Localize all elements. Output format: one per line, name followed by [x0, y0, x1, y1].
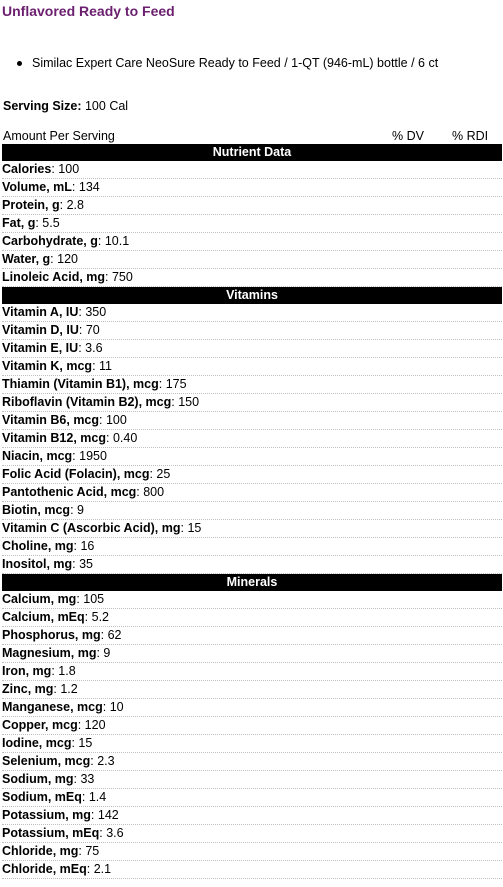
serving-size-value: 100 Cal — [84, 99, 129, 113]
nutrient-value: 120 — [84, 718, 106, 732]
nutrient-separator: : — [50, 252, 58, 266]
nutrient-name: Manganese, mcg — [2, 700, 103, 714]
nutrient-separator: : — [59, 198, 67, 212]
nutrient-value: 25 — [156, 467, 171, 481]
nutrient-value: 62 — [107, 628, 122, 642]
nutrient-separator: : — [51, 664, 59, 678]
nutrient-value: 35 — [79, 557, 93, 571]
nutrient-separator: : — [73, 539, 81, 553]
dv-column-header: % DV — [392, 129, 424, 143]
nutrient-row — [2, 609, 502, 627]
nutrient-row — [2, 448, 502, 466]
nutrient-separator: : — [90, 808, 98, 822]
nutrient-separator: : — [92, 359, 100, 373]
nutrient-separator: : — [90, 754, 98, 768]
nutrient-separator: : — [96, 646, 104, 660]
section-header: Minerals — [2, 574, 502, 591]
nutrient-value: 15 — [187, 521, 202, 535]
nutrient-row — [2, 179, 502, 197]
nutrient-name: Folic Acid (Folacin), mcg — [2, 467, 150, 481]
nutrient-name: Vitamin C (Ascorbic Acid), mg — [2, 521, 181, 535]
nutrient-name: Magnesium, mg — [2, 646, 97, 660]
product-list-item — [0, 55, 503, 75]
nutrient-name: Calcium, mEq — [2, 610, 85, 624]
nutrient-row — [2, 358, 502, 376]
nutrient-value: 2.8 — [66, 198, 84, 212]
nutrient-row — [2, 233, 502, 251]
nutrient-row — [2, 681, 502, 699]
nutrient-row — [2, 663, 502, 681]
nutrient-name: Volume, mL — [2, 180, 72, 194]
nutrient-row — [2, 430, 502, 448]
nutrient-separator: : — [136, 485, 144, 499]
nutrient-row — [2, 215, 502, 233]
nutrient-row — [2, 538, 502, 556]
nutrient-name: Vitamin B6, mcg — [2, 413, 100, 427]
nutrient-separator: : — [78, 323, 86, 337]
nutrient-value: 15 — [78, 736, 93, 750]
nutrient-name: Biotin, mcg — [2, 503, 71, 517]
nutrient-row — [2, 825, 502, 843]
nutrient-row — [2, 789, 502, 807]
nutrient-value: 10 — [109, 700, 124, 714]
nutrient-row — [2, 412, 502, 430]
nutrient-value: 2.1 — [93, 862, 112, 876]
nutrient-name: Calcium, mg — [2, 592, 77, 606]
nutrition-table — [0, 144, 503, 879]
product-description: Similac Expert Care NeoSure Ready to Feed / 1-QT (946-mL) bottle / 6 ct — [32, 56, 439, 70]
nutrient-row — [2, 394, 502, 412]
nutrient-separator: : — [70, 503, 78, 517]
nutrient-row — [2, 502, 502, 520]
nutrient-value: 0.40 — [112, 431, 138, 445]
nutrient-separator: : — [72, 449, 80, 463]
nutrient-row — [2, 161, 502, 179]
nutrient-separator: : — [71, 180, 79, 194]
nutrient-value: 120 — [57, 252, 78, 266]
serving-size — [0, 98, 503, 118]
nutrient-row — [2, 843, 502, 861]
serving-size-label: Serving Size: — [3, 99, 82, 113]
nutrient-name: Niacin, mcg — [2, 449, 73, 463]
nutrient-name: Phosphorus, mg — [2, 628, 101, 642]
nutrient-row — [2, 322, 502, 340]
nutrient-row — [2, 645, 502, 663]
nutrient-separator: : — [53, 682, 61, 696]
nutrient-name: Carbohydrate, g — [2, 234, 98, 248]
nutrient-row — [2, 861, 502, 879]
nutrient-value: 134 — [78, 180, 100, 194]
nutrient-value: 75 — [85, 844, 100, 858]
nutrient-separator: : — [105, 270, 112, 284]
nutrient-name: Iron, mg — [2, 664, 52, 678]
nutrient-name: Iodine, mcg — [2, 736, 72, 750]
nutrient-name: Chloride, mg — [2, 844, 79, 858]
nutrient-separator: : — [78, 844, 86, 858]
nutrient-value: 100 — [105, 413, 127, 427]
nutrient-row — [2, 627, 502, 645]
nutrient-value: 5.2 — [91, 610, 110, 624]
nutrient-row — [2, 753, 502, 771]
nutrient-name: Vitamin K, mcg — [2, 359, 93, 373]
nutrient-value: 750 — [111, 270, 133, 284]
nutrient-name: Zinc, mg — [2, 682, 54, 696]
nutrient-row — [2, 466, 502, 484]
nutrient-name: Water, g — [2, 252, 51, 266]
nutrient-name: Chloride, mEq — [2, 862, 87, 876]
nutrient-name: Fat, g — [2, 216, 36, 230]
nutrient-value: 3.6 — [106, 826, 124, 840]
nutrient-value: 70 — [85, 323, 100, 337]
nutrient-value: 800 — [143, 485, 165, 499]
nutrient-name: Selenium, mcg — [2, 754, 91, 768]
nutrient-name: Riboflavin (Vitamin B2), mcg — [2, 395, 172, 409]
nutrient-value: 150 — [178, 395, 200, 409]
page-title: Unflavored Ready to Feed — [2, 3, 175, 19]
nutrient-value: 33 — [80, 772, 95, 786]
nutrient-row — [2, 520, 502, 538]
nutrient-separator: : — [158, 377, 166, 391]
nutrient-separator: : — [72, 557, 80, 571]
nutrient-name: Protein, g — [2, 198, 60, 212]
bullet-icon — [17, 61, 22, 66]
nutrient-name: Potassium, mg — [2, 808, 91, 822]
nutrient-name: Choline, mg — [2, 539, 74, 553]
nutrient-row — [2, 197, 502, 215]
nutrient-name: Sodium, mg — [2, 772, 74, 786]
nutrient-value: 1.2 — [60, 682, 78, 696]
nutrient-row — [2, 717, 502, 735]
nutrient-value: 100 — [58, 162, 80, 176]
nutrient-separator: : — [149, 467, 157, 481]
nutrient-separator: : — [77, 718, 85, 732]
nutrient-value: 1.8 — [58, 664, 76, 678]
nutrient-row — [2, 304, 502, 322]
nutrient-separator: : — [102, 700, 110, 714]
nutrient-row — [2, 251, 502, 269]
nutrient-separator: : — [78, 305, 86, 319]
nutrient-value: 3.6 — [85, 341, 103, 355]
nutrient-separator: : — [76, 592, 84, 606]
nutrient-value: 350 — [85, 305, 107, 319]
nutrient-row — [2, 771, 502, 789]
nutrient-name: Copper, mcg — [2, 718, 78, 732]
nutrient-value: 16 — [80, 539, 95, 553]
nutrient-name: Pantothenic Acid, mcg — [2, 485, 137, 499]
nutrient-name: Sodium, mEq — [2, 790, 82, 804]
amount-per-serving-label: Amount Per Serving — [3, 129, 115, 143]
nutrient-separator: : — [71, 736, 79, 750]
nutrient-separator: : — [105, 431, 113, 445]
rdi-column-header: % RDI — [452, 129, 489, 143]
nutrient-name: Vitamin B12, mcg — [2, 431, 106, 445]
nutrient-separator: : — [73, 772, 81, 786]
nutrient-name: Vitamin A, IU — [2, 305, 79, 319]
nutrient-value: 175 — [165, 377, 187, 391]
nutrient-name: Linoleic Acid, mg — [2, 270, 106, 284]
nutrient-value: 2.3 — [97, 754, 115, 768]
nutrient-separator: : — [171, 395, 179, 409]
nutrient-row — [2, 376, 502, 394]
nutrient-separator: : — [86, 862, 94, 876]
nutrient-name: Calories — [2, 162, 52, 176]
nutrient-row — [2, 807, 502, 825]
nutrient-value: 11 — [99, 359, 113, 373]
nutrient-separator: : — [97, 234, 105, 248]
nutrient-separator: : — [99, 413, 106, 427]
nutrient-value: 142 — [97, 808, 119, 822]
nutrient-separator: : — [84, 610, 92, 624]
nutrient-separator: : — [51, 162, 59, 176]
nutrient-value: 1950 — [79, 449, 107, 463]
nutrient-row — [2, 484, 502, 502]
nutrient-name: Inositol, mg — [2, 557, 73, 571]
nutrient-value: 9 — [77, 503, 84, 517]
nutrient-separator: : — [180, 521, 188, 535]
nutrient-separator: : — [99, 826, 107, 840]
product-list — [0, 55, 503, 75]
nutrient-row — [2, 269, 502, 287]
nutrient-name: Vitamin D, IU — [2, 323, 79, 337]
nutrient-separator: : — [35, 216, 43, 230]
nutrient-separator: : — [81, 790, 89, 804]
nutrient-row — [2, 340, 502, 358]
nutrient-name: Potassium, mEq — [2, 826, 100, 840]
section-header: Nutrient Data — [2, 144, 502, 161]
nutrient-value: 9 — [103, 646, 111, 660]
nutrient-row — [2, 735, 502, 753]
nutrient-name: Vitamin E, IU — [2, 341, 79, 355]
nutrient-row — [2, 556, 502, 574]
nutrient-separator: : — [100, 628, 108, 642]
nutrient-name: Thiamin (Vitamin B1), mcg — [2, 377, 159, 391]
nutrient-value: 105 — [83, 592, 105, 606]
nutrient-value: 1.4 — [88, 790, 107, 804]
section-header: Vitamins — [2, 287, 502, 304]
nutrient-row — [2, 699, 502, 717]
nutrient-value: 10.1 — [104, 234, 130, 248]
amount-header-row — [0, 128, 503, 144]
nutrient-value: 5.5 — [42, 216, 60, 230]
nutrient-row — [2, 591, 502, 609]
nutrient-separator: : — [78, 341, 86, 355]
